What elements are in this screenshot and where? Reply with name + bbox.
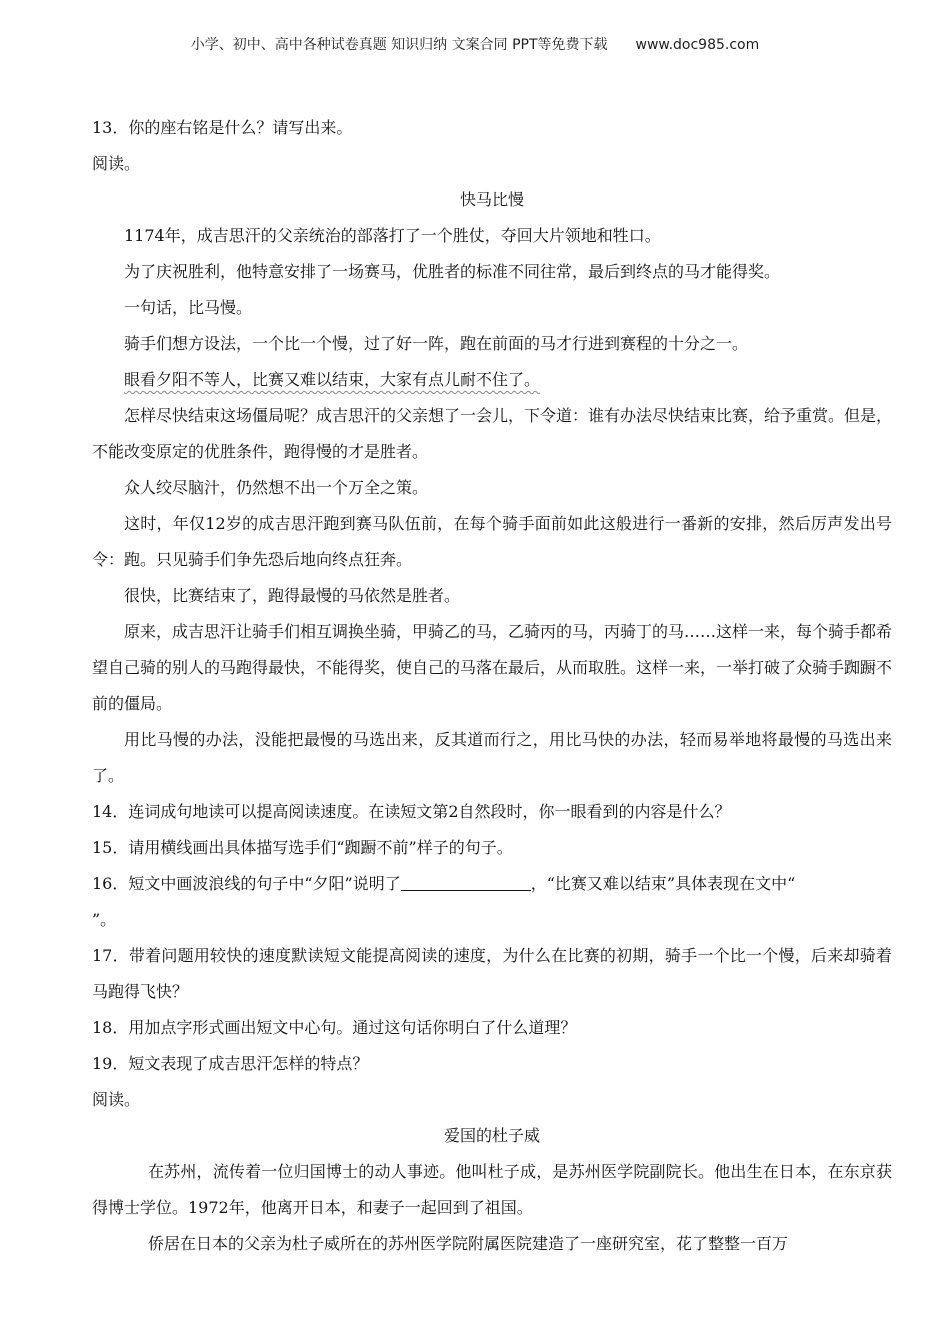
passage1-para-4: 骑手们想方设法，一个比一个慢，过了好一阵，跑在前面的马才行进到赛程的十分之一。 xyxy=(124,334,749,353)
passage1-para-6: 怎样尽快结束这场僵局呢？成吉思汗的父亲想了一会儿，下令道：谁有办法尽快结束比赛，给予重赏。但是，不能改变原定的优胜条件，跑得慢的才是胜者。 xyxy=(92,406,893,461)
question-15: 15．请用横线画出具体描写选手们“踟蹰不前”样子的句子。 xyxy=(92,838,513,857)
passage1-para-9: 很快，比赛结束了，跑得最慢的马依然是胜者。 xyxy=(124,586,461,605)
passage2-para-1: 在苏州，流传着一位归国博士的动人事迹。他叫杜子成，是苏州医学院副院长。他出生在日本，在东京获得博士学位。1972年，他离开日本，和妻子一起回到了祖国。 xyxy=(92,1162,892,1217)
question-18: 18．用加点字形式画出短文中心句。通过这句话你明白了什么道理？ xyxy=(92,1018,577,1037)
passage1-para-1: 1174年，成吉思汗的父亲统治的部落打了一个胜仗，夺回大片领地和牲口。 xyxy=(124,226,661,245)
wavy-sentence: 眼看夕阳不等人，比赛又难以结束，大家有点儿耐不住了。 xyxy=(124,370,541,389)
question-16-part-b: ，“比赛又难以结束”具体表现在文中“ xyxy=(530,874,796,893)
passage1-para-10: 原来，成吉思汗让骑手们相互调换坐骑，甲骑乙的马，乙骑丙的马，丙骑丁的马……这样一来，每个骑手都希望自己骑的别人的马跑得最快，不能得奖，使自己的马落在最后，从而取胜。这样一来，一举打破了众骑手踟蹰不前的僵局。 xyxy=(92,622,893,713)
passage1-para-8: 这时，年仅12岁的成吉思汗跑到赛马队伍前，在每个骑手面前如此这般进行一番新的安排，然后厉声发出号令：跑。只见骑手们争先恐后地向终点狂奔。 xyxy=(92,514,892,569)
passage1-para-2: 为了庆祝胜利，他特意安排了一场赛马，优胜者的标准不同往常，最后到终点的马才能得奖。 xyxy=(124,262,781,281)
passage1-para-5 xyxy=(92,362,892,398)
reading-label-1: 阅读。 xyxy=(92,154,141,173)
header-text: 小学、初中、高中各种试卷真题 知识归纳 文案合同 PPT等免费下载 xyxy=(190,37,608,53)
header-url[interactable]: www.doc985.com xyxy=(635,37,760,53)
question-17: 17．带着问题用较快的速度默读短文能提高阅读的速度，为什么在比赛的初期，骑手一个比一个慢，后来却骑着马跑得飞快？ xyxy=(92,946,892,1001)
page-header xyxy=(0,34,950,54)
passage1-para-11: 用比马慢的办法，没能把最慢的马选出来，反其道而行之，用比马快的办法，轻而易举地将最慢的马选出来了。 xyxy=(92,730,892,785)
question-16-part-a: 16．短文中画波浪线的句子中“夕阳”说明了 xyxy=(92,874,401,893)
document-body xyxy=(92,110,892,1262)
question-16-part-c: ”。 xyxy=(92,910,117,929)
reading-label-2: 阅读。 xyxy=(92,1090,141,1109)
question-19: 19．短文表现了成吉思汗怎样的特点？ xyxy=(92,1054,369,1073)
question-14: 14．连词成句地读可以提高阅读速度。在读短文第2自然段时，你一眼看到的内容是什么？ xyxy=(92,802,731,821)
question-16 xyxy=(92,866,892,938)
passage2-para-2: 侨居在日本的父亲为杜子威所在的苏州医学院附属医院建造了一座研究室，花了整整一百万 xyxy=(148,1234,789,1253)
passage-title-2: 爱国的杜子威 xyxy=(443,1126,540,1145)
answer-blank[interactable] xyxy=(401,872,531,891)
question-13: 13．你的座右铭是什么？请写出来。 xyxy=(92,118,353,137)
passage1-para-3: 一句话，比马慢。 xyxy=(124,298,253,317)
passage-title-1: 快马比慢 xyxy=(459,190,524,209)
passage1-para-7: 众人绞尽脑汁，仍然想不出一个万全之策。 xyxy=(124,478,429,497)
